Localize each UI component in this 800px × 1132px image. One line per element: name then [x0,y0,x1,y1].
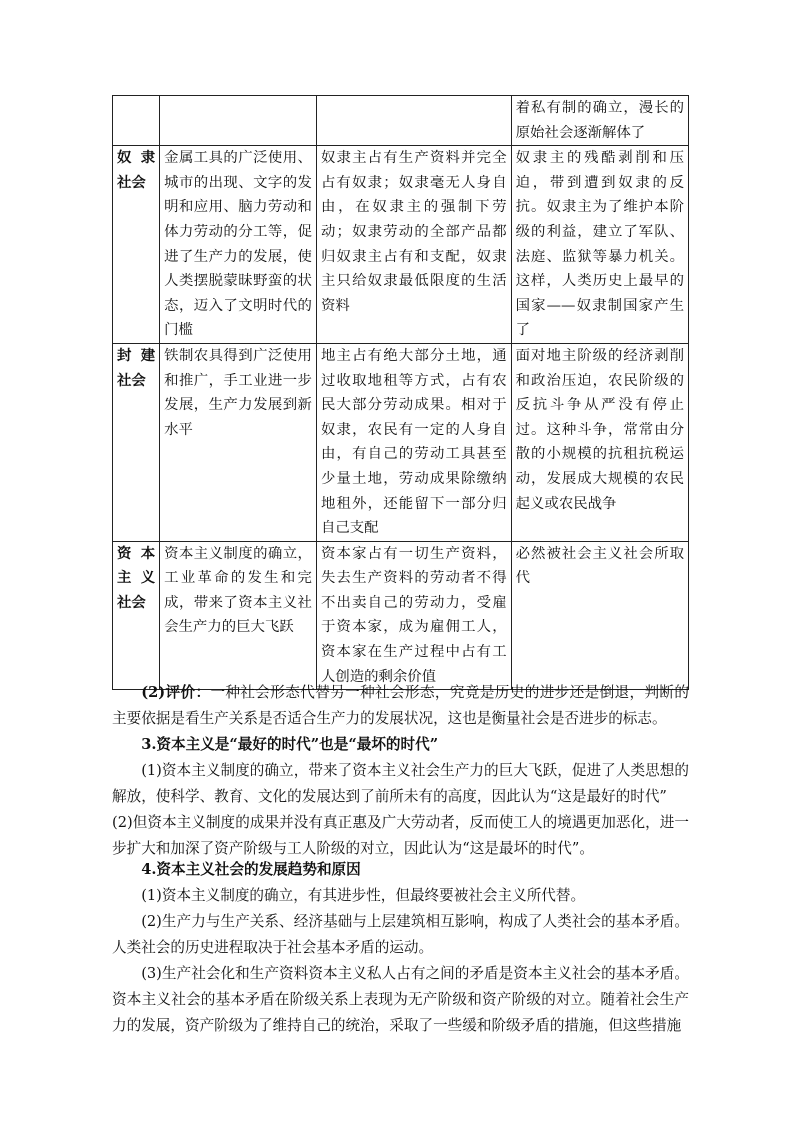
productivity-cell: 资本主义制度的确立，工业革命的发生和完成，带来了资本主义社会生产力的巨大飞跃 [160,541,317,690]
society-name-cell [113,96,160,146]
section-4-paragraph-2: (2)生产力与生产关系、经济基础与上层建筑相互影响，构成了人类社会的基本矛盾。人类社会的历史进程取决于社会基本矛盾的运动。 [112,913,689,956]
society-forms-table [112,95,689,690]
productivity-cell: 金属工具的广泛使用、城市的出现、文字的发明和应用、脑力劳动和体力劳动的分工等，促进了生产力的发展，使人类摆脱蒙昧野蛮的状态，迈入了文明时代的门槛 [160,146,317,344]
section-3-heading: 3.资本主义是“最好的时代”也是“最坏的时代” [141,736,439,753]
relations-cell: 地主占有绝大部分土地，通过收取地租等方式，占有农民大部分劳动成果。相对于奴隶，农民有一定的人身自由，有自己的劳动工具甚至少量土地，劳动成果除缴纳地租外，还能留下一部分归自己支配 [316,343,511,541]
productivity-cell [160,96,317,146]
table-row [113,343,689,541]
society-name-cell: 封建社会 [113,343,160,541]
table-row [113,96,689,146]
section-4-paragraph-1: (1)资本主义制度的确立，有其进步性，但最终要被社会主义所代替。 [141,887,586,904]
development-cell: 面对地主阶级的经济剥削和政治压迫，农民阶级的反抗斗争从严没有停止过。这种斗争，常常由分散的小规模的抗租抗税运动，发展成大规模的农民起义或农民战争 [511,343,688,541]
evaluation-text: 一种社会形态代替另一种社会形态，究竟是历史的进步还是倒退，判断的主要依据是看生产关系是否适合生产力的发展状况，这也是衡量社会是否进步的标志。 [112,684,689,727]
section-3-paragraph-1: (1)资本主义制度的确立，带来了资本主义社会生产力的巨大飞跃，促进了人类思想的解放，使科学、教育、文化的发展达到了前所未有的高度，因此认为“这是最好的时代” [112,762,689,805]
relations-cell: 奴隶主占有生产资料并完全占有奴隶；奴隶毫无人身自由，在奴隶主的强制下劳动；奴隶劳动的全部产品都归奴隶主占有和支配，奴隶主只给奴隶最低限度的生活资料 [316,146,511,344]
table-row [113,146,689,344]
evaluation-paragraph [112,680,689,732]
relations-cell [316,96,511,146]
development-cell: 必然被社会主义社会所取代 [511,541,688,690]
society-name-cell: 资本主义社会 [113,541,160,690]
section-4-paragraph-3: (3)生产社会化和生产资料资本主义私人占有之间的矛盾是资本主义社会的基本矛盾。资本主义社会的基本矛盾在阶级关系上表现为无产阶级和资产阶级的对立。随着社会生产力的发展，资产阶级为了维持自己的统治，采取了一些缓和阶级矛盾的措施，但这些措施 [112,965,689,1034]
productivity-cell: 铁制农具得到广泛使用和推广，手工业进一步发展，生产力发展到新水平 [160,343,317,541]
table-row [113,541,689,690]
evaluation-label: (2)评价： [141,684,211,701]
development-cell: 奴隶主的残酷剥削和压迫，带到遭到奴隶的反抗。奴隶主为了维护本阶级的利益，建立了军队、法庭、监狱等暴力机关。这样，人类历史上最早的国家——奴隶制国家产生了 [511,146,688,344]
development-cell: 着私有制的确立，漫长的原始社会逐渐解体了 [511,96,688,146]
society-name-cell: 奴隶社会 [113,146,160,344]
relations-cell: 资本家占有一切生产资料，失去生产资料的劳动者不得不出卖自己的劳动力，受雇于资本家，成为雇佣工人，资本家在生产过程中占有工人创造的剩余价值 [316,541,511,690]
section-3-paragraph-2: (2)但资本主义制度的成果并没有真正惠及广大劳动者，反而使工人的境遇更加恶化，进一步扩大和加深了资产阶级与工人阶级的对立，因此认为“这是最坏的时代”。 [112,814,689,857]
section-4-heading: 4.资本主义社会的发展趋势和原因 [141,861,361,878]
